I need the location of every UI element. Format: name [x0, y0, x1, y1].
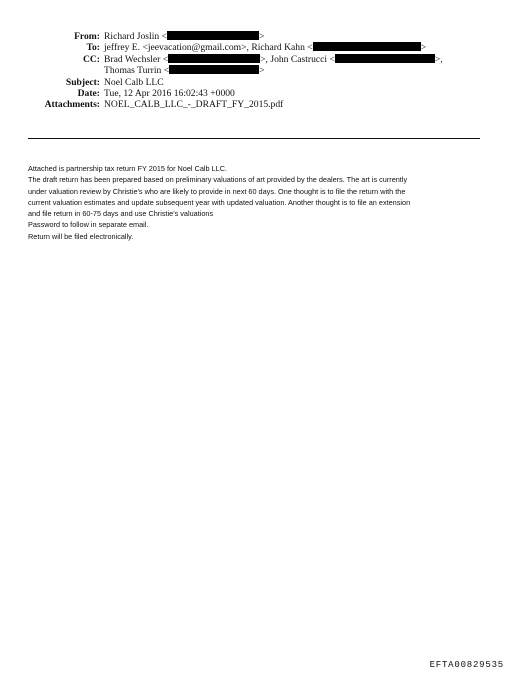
document-id: EFTA00829535 — [429, 660, 504, 670]
date-label: Date: — [77, 88, 100, 100]
to-close: > — [420, 42, 427, 54]
body-line: Return will be filed electronically. — [28, 231, 134, 241]
from-value — [104, 31, 264, 42]
email-body — [28, 163, 488, 242]
attachments-row — [34, 99, 484, 110]
cc-value-continued — [104, 65, 265, 76]
from-row — [34, 31, 484, 42]
subject-value: Noel Calb LLC — [104, 76, 164, 88]
cc-recipient-2: >, John Castrucci < — [260, 53, 335, 65]
header-divider — [28, 138, 480, 139]
cc-row-continued — [34, 65, 484, 76]
from-close: > — [258, 31, 265, 42]
redaction-block — [168, 54, 260, 63]
cc-recipient-1: Brad Wechsler < — [104, 53, 169, 65]
attachment-filename: NOEL_CALB_LLC_-_DRAFT_FY_2015.pdf — [104, 99, 284, 111]
body-line: Attached is partnership tax return FY 2015 for Noel Calb LLC. — [28, 164, 228, 173]
cc-separator: >, — [434, 53, 443, 65]
body-line: and file return in 60-75 days and use Christie's valuations — [28, 209, 214, 219]
body-line: current valuation estimates and update subsequent year with updated valuation. Another thought is to file an extension — [28, 197, 411, 207]
to-row — [34, 42, 484, 53]
from-label: From: — [74, 31, 100, 42]
to-label: To: — [86, 42, 100, 54]
cc-label: CC: — [82, 53, 100, 65]
cc-value — [104, 54, 443, 65]
attachments-label: Attachments: — [44, 99, 100, 111]
to-recipients: jeffrey E. <jeevacation@gmail.com>, Richard Kahn < — [104, 42, 313, 54]
email-header — [34, 31, 484, 111]
subject-label: Subject: — [65, 76, 100, 88]
body-line: The draft return has been prepared based on preliminary valuations of art provided by the dealers. The art is currently — [28, 175, 408, 185]
body-line: Password to follow in separate email. — [28, 220, 149, 230]
subject-row — [34, 77, 484, 88]
redaction-block — [167, 31, 259, 40]
to-value — [104, 42, 426, 53]
body-line: under valuation review by Christie's who are likely to provide in next 60 days. One thought is to file the return with the — [28, 186, 406, 196]
cc-recipient-3: Thomas Turrin < — [104, 65, 170, 77]
redaction-block — [335, 54, 435, 63]
date-value: Tue, 12 Apr 2016 16:02:43 +0000 — [104, 88, 235, 100]
cc-row — [34, 54, 484, 65]
cc-close: > — [259, 65, 265, 77]
redaction-block — [313, 42, 421, 51]
from-name: Richard Joslin < — [104, 31, 167, 42]
date-row — [34, 88, 484, 99]
redaction-block — [169, 65, 259, 74]
